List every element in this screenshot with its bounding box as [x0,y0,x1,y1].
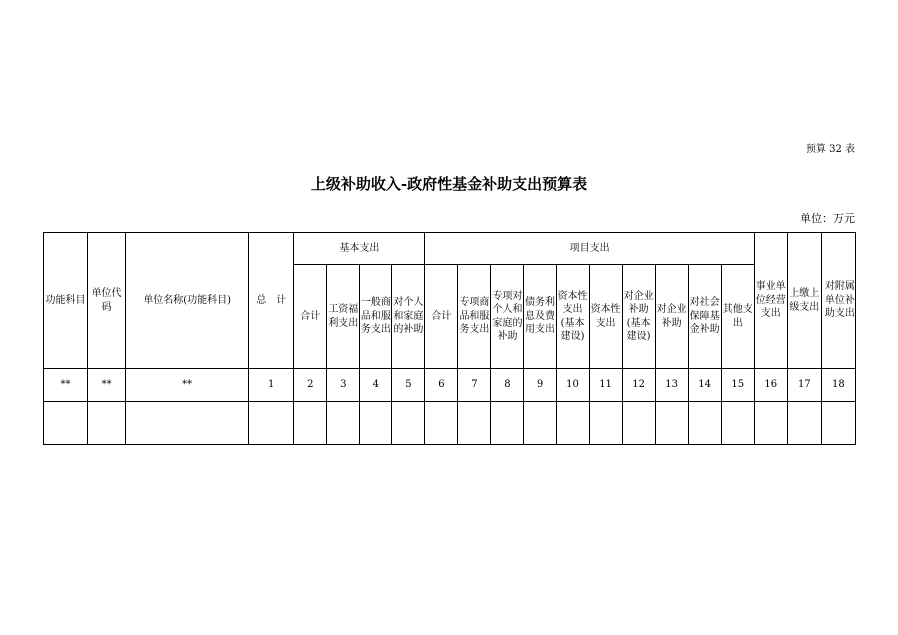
data-cell [126,402,249,445]
data-cell [524,402,556,445]
data-cell [721,402,754,445]
index-number: 9 [524,369,556,402]
index-number: 11 [589,369,622,402]
data-cell [556,402,589,445]
data-cell [458,402,491,445]
header-project-col: 对企业补助(基本建设) [622,265,655,369]
data-cell [249,402,294,445]
header-basic-col: 工资福利支出 [327,265,360,369]
index-func-subject: ** [44,369,88,402]
header-basic-col: 对个人和家庭的补助 [392,265,425,369]
header-unit-name: 单位名称(功能科目) [126,233,249,369]
header-unit-code: 单位代码 [88,233,126,369]
header-project-col: 债务利息及费用支出 [524,265,556,369]
data-cell [622,402,655,445]
header-project-col: 合计 [425,265,458,369]
index-unit-name: ** [126,369,249,402]
header-basic-col: 合计 [294,265,327,369]
header-total: 总 计 [249,233,294,369]
form-number: 预算 32 表 [805,144,855,155]
budget-table [43,232,856,445]
index-number: 7 [458,369,491,402]
header-project-col: 专项商品和服务支出 [458,265,491,369]
page-title: 上级补助收入-政府性基金补助支出预算表 [310,175,588,193]
header-enterprise-support: 事业单位经营支出 [754,233,787,369]
index-number: 10 [556,369,589,402]
index-number: 6 [425,369,458,402]
data-cell [392,402,425,445]
data-cell [44,402,88,445]
header-project-col: 专项对个人和家庭的补助 [491,265,524,369]
header-project-group: 项目支出 [425,233,754,265]
index-number: 12 [622,369,655,402]
header-project-col: 对社会保障基金补助 [688,265,721,369]
index-number: 14 [688,369,721,402]
index-number: 1 [249,369,294,402]
data-row [44,402,856,445]
data-cell [327,402,360,445]
data-cell [821,402,855,445]
index-row [44,369,856,402]
index-number: 8 [491,369,524,402]
index-number: 3 [327,369,360,402]
header-project-col: 资本性支出(基本建设) [556,265,589,369]
index-number: 4 [360,369,392,402]
unit-label: 单位：万元 [800,212,855,225]
index-unit-code: ** [88,369,126,402]
header-project-col: 资本性支出 [589,265,622,369]
data-cell [688,402,721,445]
index-number: 16 [754,369,787,402]
data-cell [294,402,327,445]
data-cell [787,402,821,445]
data-cell [360,402,392,445]
data-cell [589,402,622,445]
header-project-col: 对企业补助 [655,265,688,369]
index-number: 18 [821,369,855,402]
index-number: 5 [392,369,425,402]
header-row-1 [44,233,856,265]
index-number: 17 [787,369,821,402]
data-cell [754,402,787,445]
index-number: 2 [294,369,327,402]
data-cell [425,402,458,445]
header-basic-group: 基本支出 [294,233,425,265]
index-number: 15 [721,369,754,402]
header-basic-col: 一般商品和服务支出 [360,265,392,369]
header-func-subject: 功能科目 [44,233,88,369]
header-subsidiary-subsidy: 对附属单位补助支出 [821,233,855,369]
index-number: 13 [655,369,688,402]
data-cell [655,402,688,445]
data-cell [88,402,126,445]
header-upper-payment: 上缴上级支出 [787,233,821,369]
header-project-col: 其他支出 [721,265,754,369]
data-cell [491,402,524,445]
